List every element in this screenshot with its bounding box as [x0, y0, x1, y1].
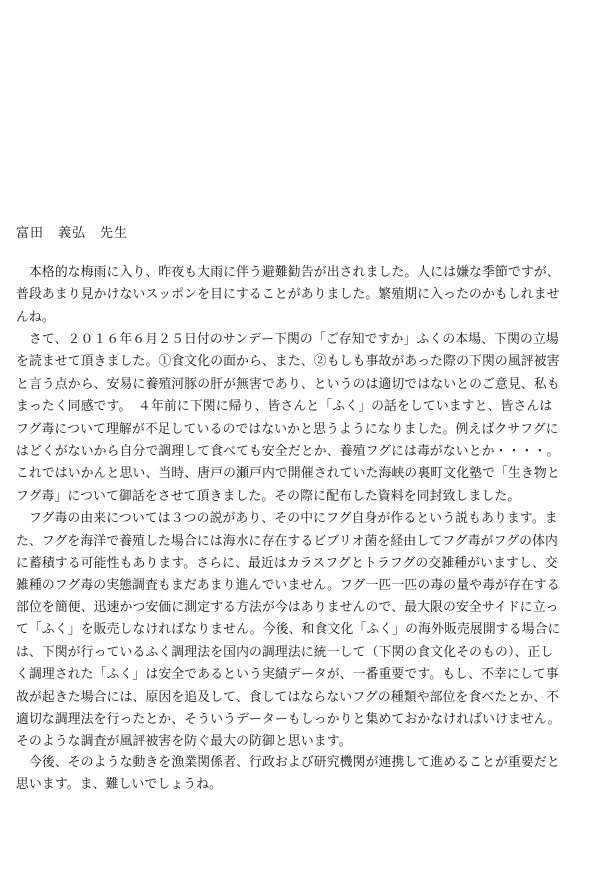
text-line: そのような調査が風評被害を防ぐ最大の防御と思います。 [16, 734, 352, 750]
salutation: 富田 義弘 先生 [16, 226, 129, 241]
text-line: んね。 [16, 309, 55, 325]
text-line: はどくがないから自分で調理して食べても安全だとか、養殖フグには毒がないとか・・・・。 [16, 443, 560, 459]
text-line: 故が起きた場合には、原因を追及して、食してはならないフグの種類や部位を食べたとか、不 [16, 689, 560, 705]
paragraph-fugu-toxin [16, 329, 588, 598]
text-line: 今後、そのような動きを漁業関係者、行政および研究機関が連携して進めることが重要だと [16, 755, 560, 770]
text-line: フグ毒について理解が不足しているのではないかと思うようになりました。例えばクサフグに [16, 421, 559, 437]
text-line: まったく同感です。 ４年前に下関に帰り、皆さんと「ふく」の話をしていますと、皆さんは [16, 399, 553, 415]
text-line: フグ毒」について御話をさせて頂きました。その際に配布した資料を同封致しました。 [16, 488, 521, 504]
text-line: く調理された「ふく」は安全であるという実績データが、一番重要です。もし、不幸にして事 [16, 667, 559, 683]
paragraph-safety-measures [16, 597, 588, 754]
text-line: に蓄積する可能性もあります。さらに、最近はカラスフグとトラフグの交雑種がいますし、交 [16, 555, 558, 571]
text-line: 本格的な梅雨に入り、昨夜も大雨に伴う避難勧告が出されました。人には嫌な季節ですが、 [16, 265, 560, 280]
text-line: を読ませて頂きました。①食文化の面から、また、②もしも事故があった際の下関の風評被害 [16, 354, 560, 370]
text-line: 雑種のフグ毒の実態調査もまだあまり進んでいません。フグ一匹一匹の毒の量や毒が存在する [16, 578, 560, 594]
text-line: た、フグを海洋で養殖した場合には海水に存在するビブリオ菌を経由してフグ毒がフグの体内 [16, 533, 558, 549]
text-line: 普段あまり見かけないスッポンを目にすることがありました。繁殖期に入ったのかもしれませ [16, 287, 560, 303]
paragraph-rainy-season [16, 262, 588, 329]
text-line: て「ふく」を販売しなければなりません。今後、和食文化「ふく」の海外販売展開する場合に [16, 622, 561, 638]
text-line: 適切な調理法を行ったとか、そういうデーターもしっかりと集めておかなければいけません。 [16, 711, 561, 727]
text-line: と言う点から、安易に養殖河豚の肝が無害であり、というのは適切ではないとのご意見、私も [16, 376, 560, 392]
text-line: さて、２０１６年６月２５日付のサンデー下関の「ご存知ですか」ふくの本場、下関の立場 [16, 332, 559, 347]
text-line: 思います。ま、難しいでしょうね。 [16, 777, 223, 793]
text-line: は、下関が行っているふく調理法を国内の調理法に統一して（下関の食文化そのもの）、正し [16, 644, 554, 660]
text-line: 部位を簡便、迅速かつ安価に測定する方法が今はありませんので、最大限の安全サイドに立っ [16, 600, 559, 615]
paragraph-closing [16, 752, 588, 797]
text-line: これではいかんと思い、当時、唐戸の瀬戸内で開催されていた海峡の裏町文化塾で「生き物と [16, 466, 560, 482]
text-line: フグ毒の由来については３つの説があり、その中にフグ自身が作るという説もあります。ま [16, 511, 558, 527]
